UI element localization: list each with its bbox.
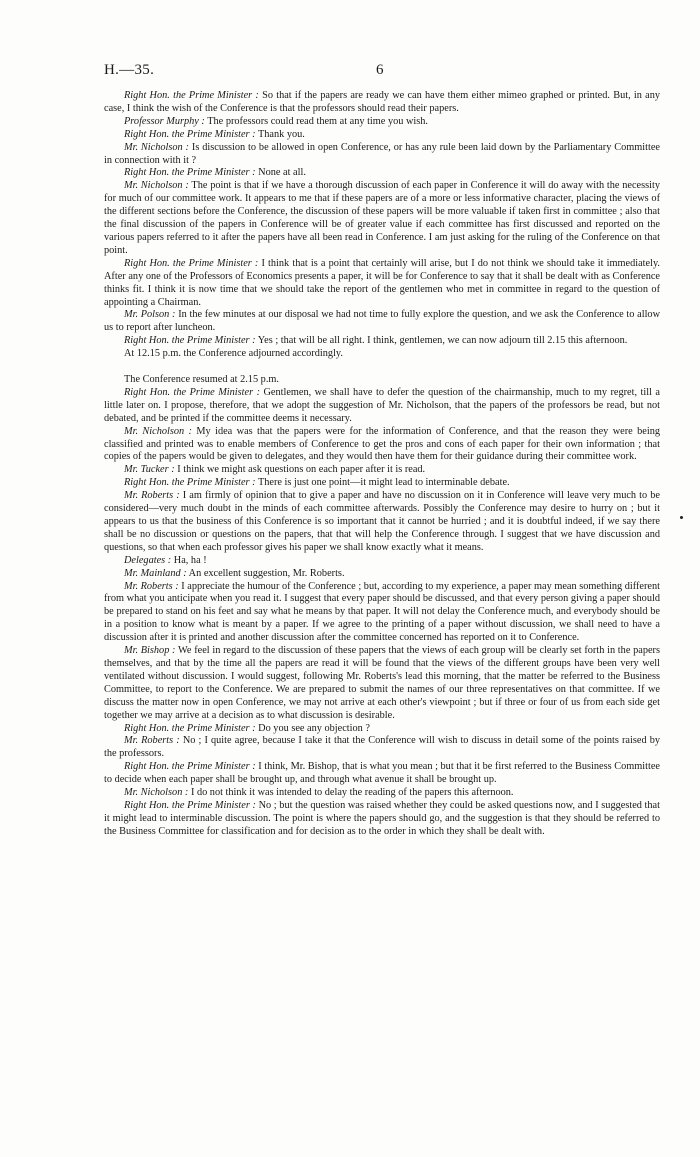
speech-text: I appreciate the humour of the Conference ; but, according to my experience, a paper may mean something different from what you anticipate when you read it. I suggest that every paper should be discussed, and that every person giving a paper should be prepared to stand on his feet and say what he means by that paper. It will not delay the Conference much, and everybody should be in a position to know what is meant by a paper. If we agree to the printing of a paper without discussion, we shall need to have a discussion after it is printed and another discussion after the committee concerned has reported on it to Conference. <box>104 580 660 644</box>
speech-text: Thank you. <box>257 128 305 140</box>
section-gap <box>104 361 660 374</box>
speaker-name: Mr. Roberts : <box>124 580 179 592</box>
transcript-paragraph <box>104 735 660 761</box>
speech-text: I think that is a point that certainly will arise, but I do not think we should take it immediately. After any one of the Professors of Economics presents a paper, it will be for Conference to say that it shall be dealt with as Conference thinks fit. I think it is now time that we should take the report of the gentlemen who met in committee in regard to the question of appointing a Chairman. <box>104 257 661 308</box>
page-number: 6 <box>376 62 384 78</box>
speech-text: So that if the papers are ready we can have them either mimeo graphed or printed. But, in any case, I think the wish of the Conference is that the professors should read their papers. <box>104 90 661 114</box>
speech-text: None at all. <box>258 167 306 179</box>
speaker-name: Mr. Nicholson : <box>124 787 189 799</box>
speaker-name: Mr. Nicholson : <box>124 425 192 437</box>
speaker-name: Right Hon. the Prime Minister : <box>124 257 259 269</box>
transcript-paragraph <box>104 761 660 787</box>
speech-text: The point is that if we have a thorough discussion of each paper in Conference it will do away with the necessity for much of our committee work. It appears to me that if these papers are of a more or less informative character, placing the views of the different sections before the Conference, the discussion of these papers will be more valuable if taken first in committee ; also that the final discussion of the papers in Conference will be of greater value if each committee has first discussed and reported on the various papers referred to it after the papers have all been read in Conference. I am just asking for the ruling of the Conference on that point. <box>104 180 661 256</box>
speaker-name: Delegates : <box>124 554 172 566</box>
speaker-name: Right Hon. the Prime Minister : <box>124 167 256 179</box>
speaker-name: Mr. Mainland : <box>124 567 187 579</box>
speech-text: Is discussion to be allowed in open Conference, or has any rule been laid down by the Parliamentary Committee in connection with it ? <box>104 141 661 166</box>
speech-text: In the few minutes at our disposal we had not time to fully explore the question, and we ask the Conference to allow us to report after luncheon. <box>104 309 661 334</box>
transcript-paragraph <box>104 387 660 426</box>
speaker-name: Mr. Nicholson : <box>124 180 189 192</box>
speaker-name: Right Hon. the Prime Minister : <box>124 477 256 489</box>
speech-text: No ; but the question was raised whether they could be asked questions now, and I suggested that it might lead to interminable discussion. The point is where the papers should go, and the suggestion is that they should be referred to the Business Committee for classification and for decision as to the order in which they shall be dealt with. <box>104 799 660 837</box>
speaker-name: Mr. Bishop : <box>124 645 176 657</box>
speech-text: My idea was that the papers were for the information of Conference, and that the reason they were being classified and printed was to enable members of Conference to get the pros and cons of each paper for their own information ; that copies of the papers would be given to delegates, and they would then have them for their guidance during their committee work. <box>104 425 661 463</box>
speech-text: At 12.15 p.m. the Conference adjourned accordingly. <box>124 348 343 360</box>
transcript-paragraph <box>104 464 660 477</box>
speaker-name: Mr. Tucker : <box>124 464 175 476</box>
transcript-paragraph <box>104 800 660 839</box>
speech-text: The Conference resumed at 2.15 p.m. <box>124 374 279 386</box>
transcript-paragraph <box>104 555 660 568</box>
speech-text: Do you see any objection ? <box>258 722 370 734</box>
transcript-paragraph <box>104 258 660 310</box>
transcript-paragraph <box>104 309 660 335</box>
speech-text: I am firmly of opinion that to give a paper and have no discussion on it in Conference will leave very much to be considered—very much doubt in the minds of each committee afterwards. Possibly the Conference may desire to hurry on ; but it appears to us that the business of this Conference is so important that it cannot be hurried ; and it is doubtful indeed, if we say there shall be no discussion or questions on the papers, that that will help the Conference through. I suggest that we have discussion and questions, so that when each professor gives his paper we shall know exactly what it means. <box>104 490 660 553</box>
transcript-body <box>104 90 660 839</box>
speech-text: An excellent suggestion, Mr. Roberts. <box>188 567 345 579</box>
transcript-paragraph <box>104 90 660 116</box>
transcript-paragraph <box>104 142 660 168</box>
speaker-name: Mr. Roberts : <box>124 735 180 747</box>
speech-text: I do not think it was intended to delay the reading of the papers this afternoon. <box>190 787 514 799</box>
transcript-paragraph <box>104 335 660 348</box>
transcript-paragraph <box>104 348 660 361</box>
speech-text: Gentlemen, we shall have to defer the question of the chairmanship, much to my regret, till a little later on. I propose, therefore, that we adopt the suggestion of Mr. Nicholson, that the papers of the professors be read, but not debated, and be printed if the committee deems it necessary. <box>104 386 660 424</box>
speaker-name: Right Hon. the Prime Minister : <box>124 128 256 140</box>
transcript-paragraph <box>104 116 660 129</box>
speaker-name: Professor Murphy : <box>124 115 205 127</box>
speaker-name: Mr. Nicholson : <box>124 141 189 153</box>
margin-mark <box>680 516 683 519</box>
speech-text: Yes ; that will be all right. I think, gentlemen, we can now adjourn till 2.15 this afternoon. <box>257 335 628 347</box>
transcript-paragraph <box>104 490 660 555</box>
speaker-name: Right Hon. the Prime Minister : <box>124 335 256 347</box>
speaker-name: Right Hon. the Prime Minister : <box>124 722 256 734</box>
speech-text: There is just one point—it might lead to interminable debate. <box>257 477 510 489</box>
speech-text: No ; I quite agree, because I take it that the Conference will wish to discuss in detail some of the points raised by the professors. <box>104 735 660 760</box>
speaker-name: Right Hon. the Prime Minister : <box>124 90 259 101</box>
document-reference: H.—35. <box>104 62 155 78</box>
transcript-paragraph <box>104 645 660 722</box>
speech-text: Ha, ha ! <box>173 554 207 566</box>
speech-text: I think, Mr. Bishop, that is what you mean ; but that it be first referred to the Business Committee to decide when each paper shall be brought up, and through what avenue it shall be brought up. <box>104 761 660 786</box>
speaker-name: Right Hon. the Prime Minister : <box>124 761 256 773</box>
speaker-name: Right Hon. the Prime Minister : <box>124 799 256 811</box>
transcript-paragraph <box>104 374 660 387</box>
speech-text: We feel in regard to the discussion of these papers that the views of each group will be clearly set forth in the papers themselves, and that by the time all the papers are read it will be found that the views of the different groups have been very well ventilated without discussion. I would suggest, following Mr. Roberts's lead this morning, that the matter be referred to the Business Committee, to report to the Conference. We are prepared to submit the names of our three representatives on that committee. If we discuss the matter now in open Conference, we may not arrive at each other's viewpoint ; but if three or four of us from each side get together we may arrive at a decision as to what discussion is desirable. <box>104 645 660 721</box>
transcript-paragraph <box>104 581 660 646</box>
speaker-name: Mr. Roberts : <box>124 490 180 502</box>
transcript-paragraph <box>104 426 660 465</box>
transcript-paragraph <box>104 568 660 581</box>
transcript-paragraph <box>104 477 660 490</box>
transcript-paragraph <box>104 723 660 736</box>
transcript-paragraph <box>104 180 660 257</box>
speech-text: I think we might ask questions on each paper after it is read. <box>177 464 426 476</box>
speaker-name: Mr. Polson : <box>124 309 176 321</box>
speaker-name: Right Hon. the Prime Minister : <box>124 386 260 398</box>
transcript-paragraph <box>104 787 660 800</box>
transcript-paragraph <box>104 129 660 142</box>
transcript-paragraph <box>104 167 660 180</box>
speech-text: The professors could read them at any time you wish. <box>207 115 428 127</box>
